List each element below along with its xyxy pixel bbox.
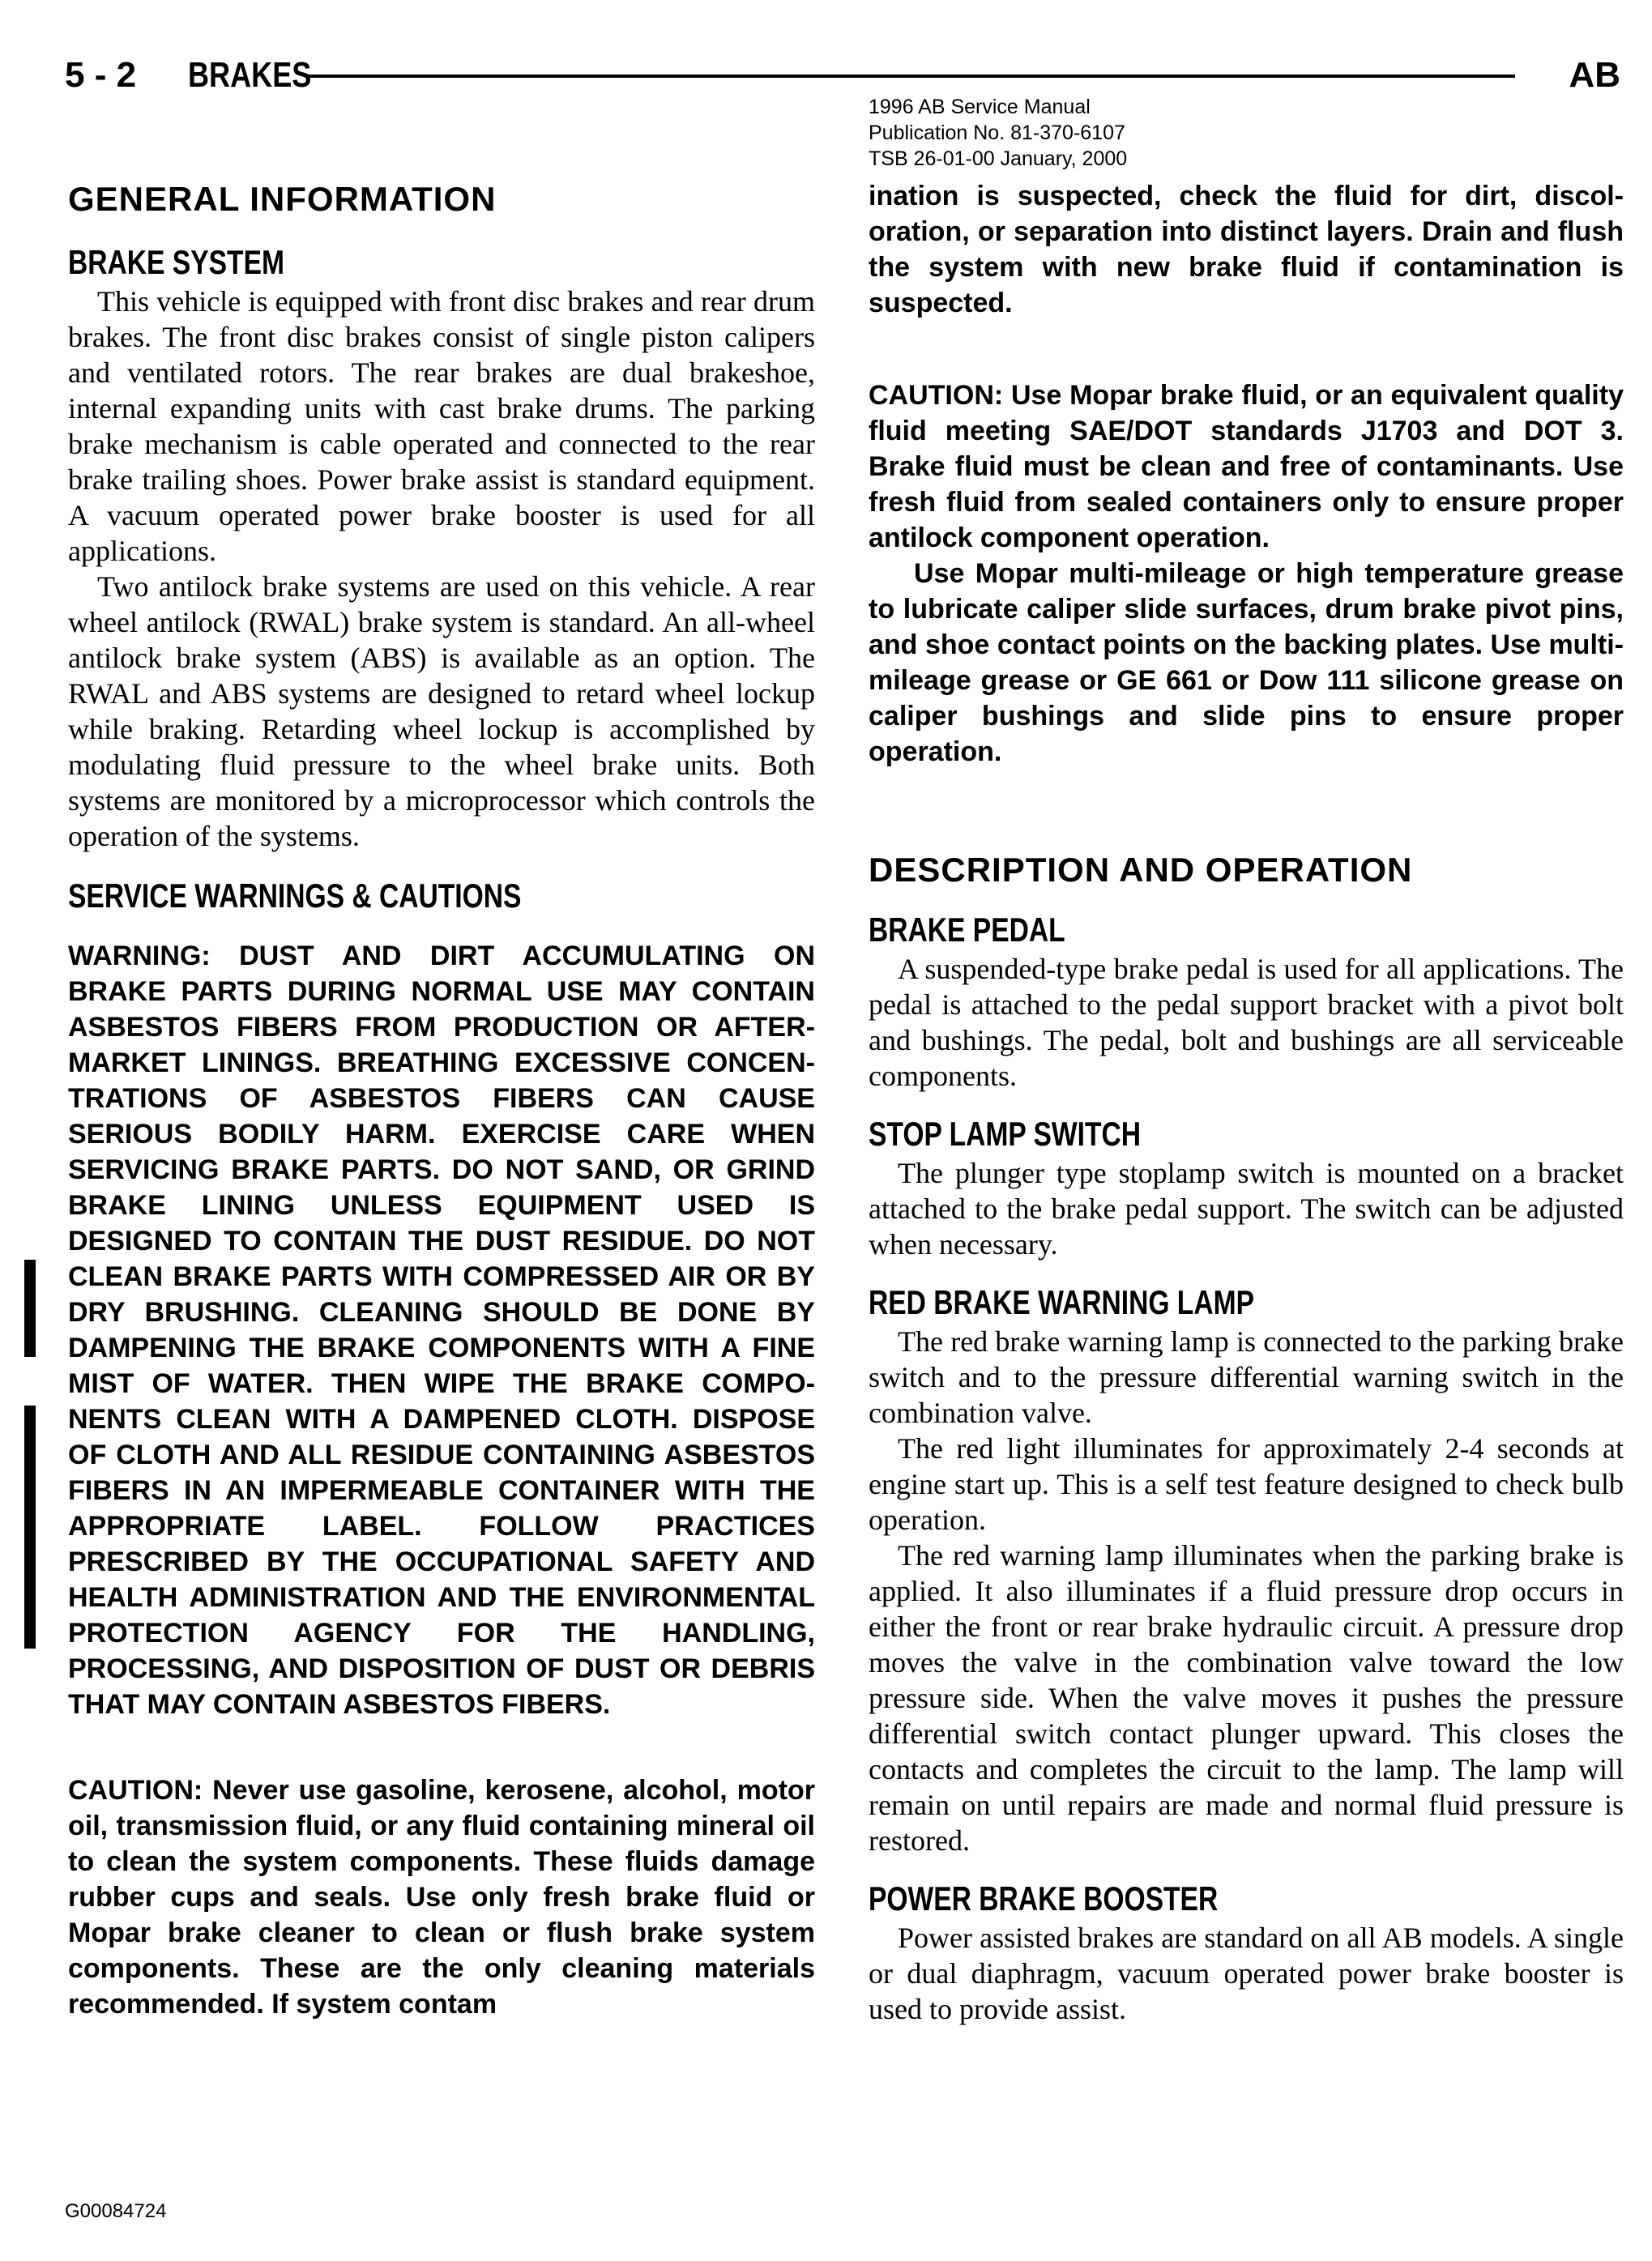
change-bar-2	[24, 1406, 36, 1649]
red-lamp-paragraph-2: The red light illuminates for approximately 2-4 seconds at engine start up. This is a self test feature designed to check bulb operation.	[869, 1432, 1624, 1536]
pubinfo-tsb: TSB 26-01-00 January, 2000	[869, 147, 1128, 170]
red-lamp-paragraph-3: The red warning lamp illuminates when the parking brake is applied. It also illuminates if a fluid pressure drop occurs in either the front or rear brake hydraulic circuit. A pressure drop moves the valve in the combination valve toward the low pressure side. When the valve moves it pushes the pressure differential switch contact plunger upward. This closes the contacts and completes the circuit to the lamp. The lamp will remain on until repairs are made and normal fluid pressure is restored.	[869, 1539, 1624, 1857]
caution-grease: Use Mopar multi-mileage or high temperature grease to lubricate caliper slide surfaces, drum brake pivot pins, and shoe contact points on the backing plates. Use multi-mileage grease or GE 661 or Dow 111 silicone grease on caliper bushings and slide pins to ensure proper operation.	[869, 558, 1624, 767]
section-name: BRAKES	[188, 55, 312, 95]
left-column	[68, 178, 815, 2022]
section-heading-general: GENERAL INFORMATION	[68, 180, 497, 218]
heading-service-warnings: SERVICE WARNINGS & CAUTIONS	[68, 877, 522, 915]
heading-stop-lamp: STOP LAMP SWITCH	[869, 1115, 1142, 1153]
right-column	[869, 178, 1624, 2027]
heading-brake-system: BRAKE SYSTEM	[68, 243, 284, 281]
document-code: G00084724	[65, 2200, 167, 2222]
model-code: AB	[1569, 55, 1620, 95]
page-number: 5 - 2	[65, 55, 137, 95]
publication-info	[869, 94, 1127, 172]
pubinfo-number: Publication No. 81-370-6107	[869, 122, 1125, 144]
heading-red-lamp: RED BRAKE WARNING LAMP	[869, 1283, 1254, 1321]
caution-cleaning: CAUTION: Never use gasoline, kerosene, alcohol, motor oil, transmission fluid, or any fluid containing mineral oil to clean the system components. These fluids damage rubber cups and seals. Use only fresh brake fluid or Mopar brake cleaner to clean or flush brake system components. These are the only cleaning materials recommended. If system contam	[68, 1775, 815, 2020]
heading-booster: POWER BRAKE BOOSTER	[869, 1879, 1219, 1918]
brake-pedal-paragraph: A suspended-type brake pedal is used for all applications. The pedal is attached to the pedal support bracket with a pivot bolt and bushings. The pedal, bolt and bushings are all serviceable components.	[869, 953, 1624, 1092]
header-rule	[308, 75, 1515, 78]
caution-brake-fluid: CAUTION: Use Mopar brake fluid, or an equivalent quality fluid meeting SAE/DOT standards J1703 and DOT 3. Brake fluid must be clean and free of contaminants. Use fresh fluid from sealed containers only to ensure proper antilock component operation.	[869, 380, 1624, 553]
stop-lamp-paragraph: The plunger type stoplamp switch is mounted on a bracket attached to the brake pedal support. The switch can be adjusted when necessary.	[869, 1157, 1624, 1261]
red-lamp-paragraph-1: The red brake warning lamp is connected to the parking brake switch and to the pressure differential warning switch in the combination valve.	[869, 1325, 1624, 1429]
brake-system-paragraph-2: Two antilock brake systems are used on this vehicle. A rear wheel antilock (RWAL) brake system is standard. An all-wheel antilock brake system (ABS) is available as an option. The RWAL and ABS systems are designed to retard wheel lockup while braking. Retarding wheel lockup is accomplished by modulating fluid pressure to the wheel brake units. Both systems are monitored by a microprocessor which controls the operation of the systems.	[68, 570, 815, 852]
brake-system-paragraph-1: This vehicle is equipped with front disc brakes and rear drum brakes. The front disc brakes consist of single piston calipers and ventilated rotors. The rear brakes are dual brakeshoe, internal expanding units with cast brake drums. The parking brake mechanism is cable operated and connected to the rear brake trailing shoes. Power brake assist is standard equipment. A vacuum operated power brake booster is used for all applications.	[68, 285, 815, 567]
pubinfo-manual: 1996 AB Service Manual	[869, 96, 1091, 118]
change-bar-1	[24, 1260, 36, 1357]
heading-brake-pedal: BRAKE PEDAL	[869, 911, 1065, 949]
page-header	[65, 53, 1620, 97]
booster-paragraph: Power assisted brakes are standard on all AB models. A single or dual diaphragm, vacuum operated power brake booster is used to provide assist.	[869, 1922, 1624, 2025]
section-heading-description: DESCRIPTION AND OPERATION	[869, 851, 1413, 889]
asbestos-warning: WARNING: DUST AND DIRT ACCUMULATING ON BRAKE PARTS DURING NORMAL USE MAY CONTAIN ASBESTOS FIBERS FROM PRODUCTION OR AFTERMARKET LININGS. BREATHING EXCESSIVE CONCENTRATIONS OF ASBESTOS FIBERS CAN CAUSE SERIOUS BODILY HARM. EXERCISE CARE WHEN SERVICING BRAKE PARTS. DO NOT SAND, OR GRIND BRAKE LINING UNLESS EQUIPMENT USED IS DESIGNED TO CONTAIN THE DUST RESIDUE. DO NOT CLEAN BRAKE PARTS WITH COMPRESSED AIR OR BY DRY BRUSHING. CLEANING SHOULD BE DONE BY DAMPENING THE BRAKE COMPONENTS WITH A FINE MIST OF WATER. THEN WIPE THE BRAKE COMPONENTS CLEAN WITH A DAMPENED CLOTH. DISPOSE OF CLOTH AND ALL RESIDUE CONTAINING ASBESTOS FIBERS IN AN IMPERMEABLE CONTAINER WITH THE APPROPRIATE LABEL. FOLLOW PRACTICES PRESCRIBED BY THE OCCUPATIONAL SAFETY AND HEALTH ADMINISTRATION AND THE ENVIRONMENTAL PROTECTION AGENCY FOR THE HANDLING, PROCESSING, AND DISPOSITION OF DUST OR DEBRIS THAT MAY CONTAIN ASBESTOS FIBERS.	[68, 941, 815, 1720]
caution-cleaning-continued: ination is suspected, check the fluid for dirt, discoloration, or separation into distinct layers. Drain and flush the system with new brake fluid if contamination is suspected.	[869, 181, 1624, 318]
